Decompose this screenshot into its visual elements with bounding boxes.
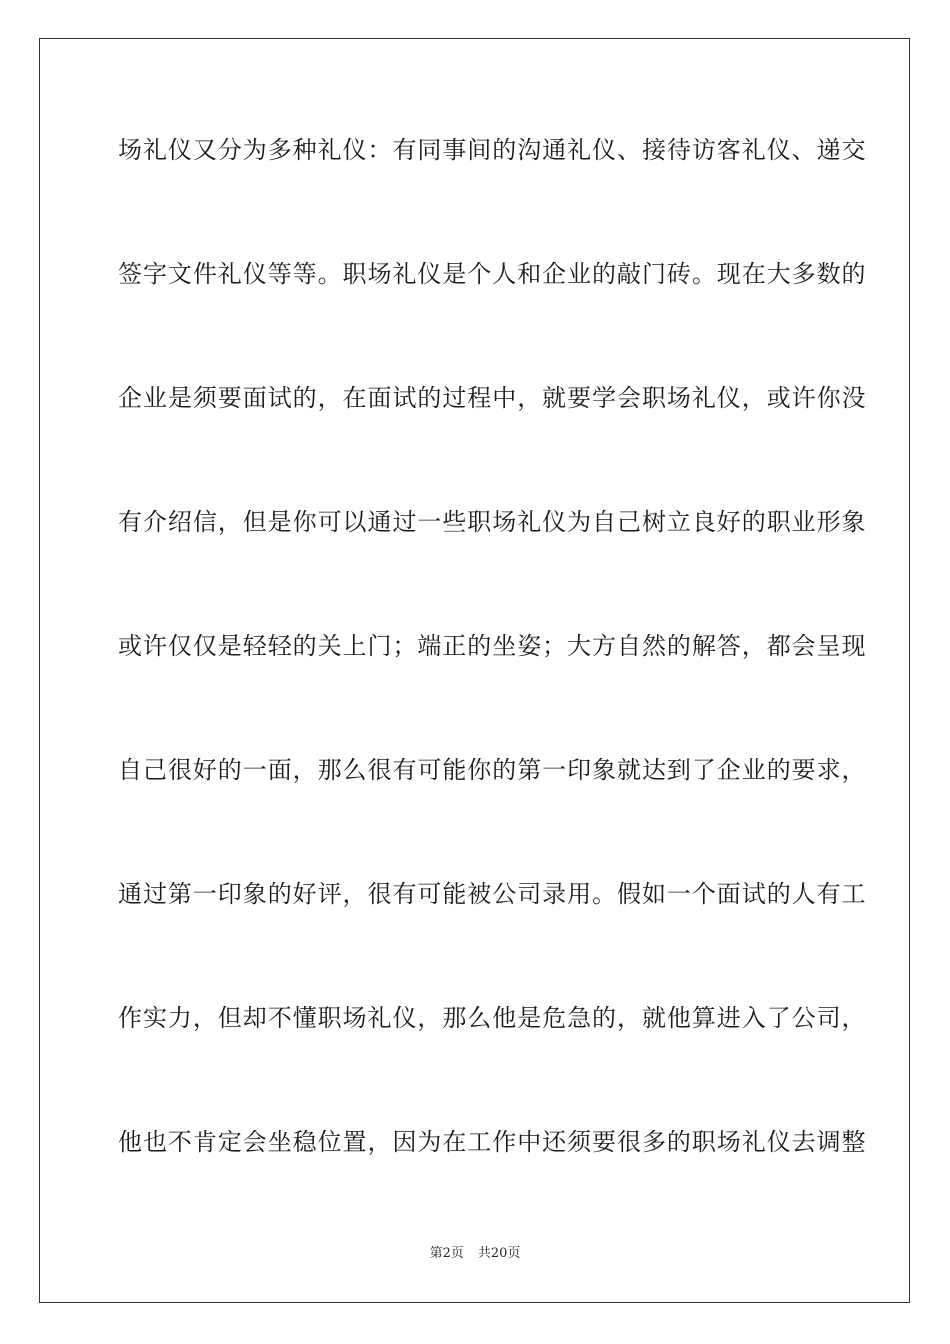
body-text-line: 自己很好的一面，那么很有可能你的第一印象就达到了企业的要求，	[118, 756, 867, 784]
body-text-line: 或许仅仅是轻轻的关上门；端正的坐姿；大方自然的解答，都会呈现	[118, 632, 867, 660]
body-text-line: 签字文件礼仪等等。职场礼仪是个人和企业的敲门砖。现在大多数的	[118, 260, 867, 288]
body-text-line: 通过第一印象的好评，很有可能被公司录用。假如一个面试的人有工	[118, 880, 867, 908]
page-footer	[0, 1244, 950, 1264]
body-text-line: 有介绍信，但是你可以通过一些职场礼仪为自己树立良好的职业形象	[118, 508, 867, 536]
body-text-line: 作实力，但却不懂职场礼仪，那么他是危急的，就他算进入了公司，	[118, 1004, 867, 1032]
page-number-current: 第2页	[429, 1246, 464, 1261]
body-text-line: 企业是须要面试的，在面试的过程中，就要学会职场礼仪，或许你没	[118, 384, 867, 412]
page-border	[39, 38, 910, 1303]
page-number-total: 共20页	[477, 1246, 521, 1261]
body-text-line: 他也不肯定会坐稳位置，因为在工作中还须要很多的职场礼仪去调整	[118, 1128, 867, 1156]
body-text-line: 场礼仪又分为多种礼仪：有同事间的沟通礼仪、接待访客礼仪、递交	[118, 136, 867, 164]
